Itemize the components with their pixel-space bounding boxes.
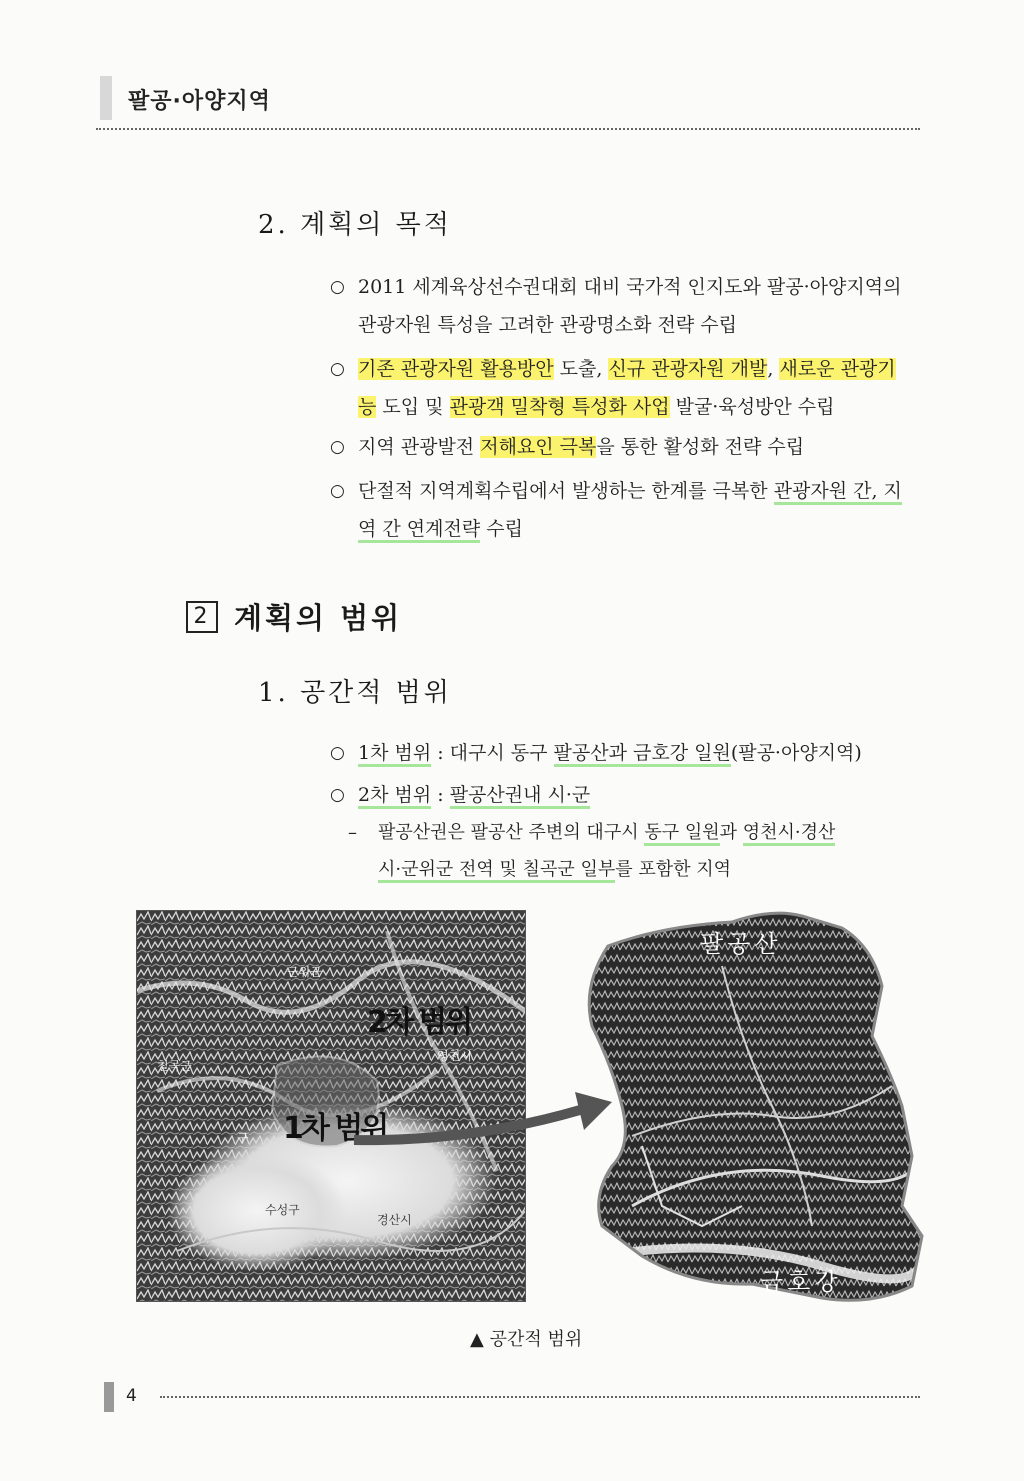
circle-bullet-icon: ○ bbox=[330, 437, 345, 457]
map-label-2nd-scope: 2차 범위 bbox=[367, 1005, 471, 1040]
underline-2nd-scope: 2차 범위 bbox=[358, 784, 431, 809]
purpose-bullet-1 bbox=[330, 268, 920, 344]
underline-yeongcheon: 영천시·경산 bbox=[743, 822, 836, 846]
bullet-text: 1차 범위 : 대구시 동구 팔공산과 금호강 일원(팔공·아양지역) bbox=[330, 734, 920, 772]
dash-bullet-icon: – bbox=[348, 822, 357, 843]
highlight-new-function: 새로운 관광기 bbox=[779, 358, 896, 380]
scope-bullet-1 bbox=[330, 734, 920, 772]
underline-between-resources: 관광자원 간, 지 bbox=[774, 480, 902, 505]
header-tab-marker bbox=[100, 76, 112, 120]
circle-bullet-icon: ○ bbox=[330, 359, 345, 379]
map-label-geumhogang: 금호강 bbox=[760, 1268, 842, 1296]
bullet-text: 2011 세계육상선수권대회 대비 국가적 인지도와 팔공·아양지역의 관광자원 특성을 고려한 관광명소화 전략 수립 bbox=[358, 276, 902, 336]
footer-marker bbox=[104, 1382, 114, 1412]
map-region-yeongcheon: 영천시 bbox=[437, 1049, 472, 1063]
header-divider bbox=[96, 128, 920, 130]
scope-dash-item bbox=[348, 814, 920, 888]
circle-bullet-icon: ○ bbox=[330, 785, 345, 805]
section-title: 계획의 범위 bbox=[234, 601, 403, 635]
underline-palgong-geumho: 팔공산과 금호강 일원 bbox=[554, 742, 731, 767]
dash-text: 팔공산권은 팔공산 주변의 대구시 동구 일원과 영천시·경산 시·군위군 전역 및 칠곡군 일부를 포함한 지역 bbox=[348, 814, 920, 888]
map-label-1st-scope: 1차 범위 bbox=[283, 1111, 387, 1146]
bullet-text: 기존 관광자원 활용방안 도출, 신규 관광자원 개발, 새로운 관광기 능 도입 및 관광객 밀착형 특성화 사업 발굴·육성방안 수립 bbox=[358, 358, 896, 418]
highlight-obstacles: 저해요인 극복 bbox=[480, 436, 597, 458]
underline-palgong-region: 팔공산권내 시·군 bbox=[450, 784, 591, 809]
section-number-box: 2 bbox=[186, 601, 218, 633]
circle-bullet-icon: ○ bbox=[330, 743, 345, 763]
scope-bullet-2 bbox=[330, 776, 920, 814]
map-region-gu: 구 bbox=[237, 1131, 249, 1145]
map-region-gunwi: 군위군 bbox=[287, 965, 322, 979]
header-title: 팔공·아양지역 bbox=[128, 89, 271, 114]
circle-bullet-icon: ○ bbox=[330, 481, 345, 501]
figure-caption: ▲ 공간적 범위 bbox=[470, 1329, 583, 1350]
map-region-suseong: 수성구 bbox=[265, 1203, 300, 1217]
highlight-new-resources: 신규 관광자원 개발 bbox=[608, 358, 768, 380]
map-region-gyeongsan: 경산시 bbox=[377, 1213, 412, 1227]
purpose-bullet-3 bbox=[330, 428, 920, 466]
underline-linkage-strategy: 연계전략 bbox=[407, 518, 480, 543]
subsection-title-purpose: 2. 계획의 목적 bbox=[258, 210, 452, 240]
map-label-palgongsan: 팔공산 bbox=[700, 930, 782, 958]
bullet-text: 2차 범위 : 팔공산권내 시·군 bbox=[330, 776, 920, 814]
circle-bullet-icon: ○ bbox=[330, 277, 345, 297]
bullet-text: 단절적 지역계획수립에서 발생하는 한계를 극복한 관광자원 간, 지 역 간 연계전략 수립 bbox=[330, 472, 920, 548]
highlight-existing-resources: 기존 관광자원 활용방안 bbox=[358, 358, 554, 380]
bullet-text: 지역 관광발전 저해요인 극복을 통한 활성화 전략 수립 bbox=[358, 436, 805, 458]
subsection-title-spatial: 1. 공간적 범위 bbox=[258, 678, 452, 708]
underline-1st-scope: 1차 범위 bbox=[358, 742, 431, 767]
underline-donggu: 동구 일원 bbox=[644, 822, 719, 846]
section-heading-scope bbox=[186, 596, 402, 637]
highlight-tourist-projects: 관광객 밀착형 특성화 사업 bbox=[449, 396, 670, 418]
purpose-bullet-2 bbox=[330, 350, 920, 426]
purpose-bullet-4 bbox=[330, 472, 920, 548]
map-detail-scope bbox=[572, 906, 928, 1316]
detail-terrain-map-image bbox=[572, 906, 928, 1316]
footer-divider bbox=[160, 1396, 920, 1398]
map-region-chilgok: 칠곡군 bbox=[157, 1059, 192, 1073]
page-number: 4 bbox=[126, 1386, 137, 1406]
underline-gunwi-chilgok: 시·군위군 전역 및 칠곡군 일부 bbox=[378, 859, 615, 883]
